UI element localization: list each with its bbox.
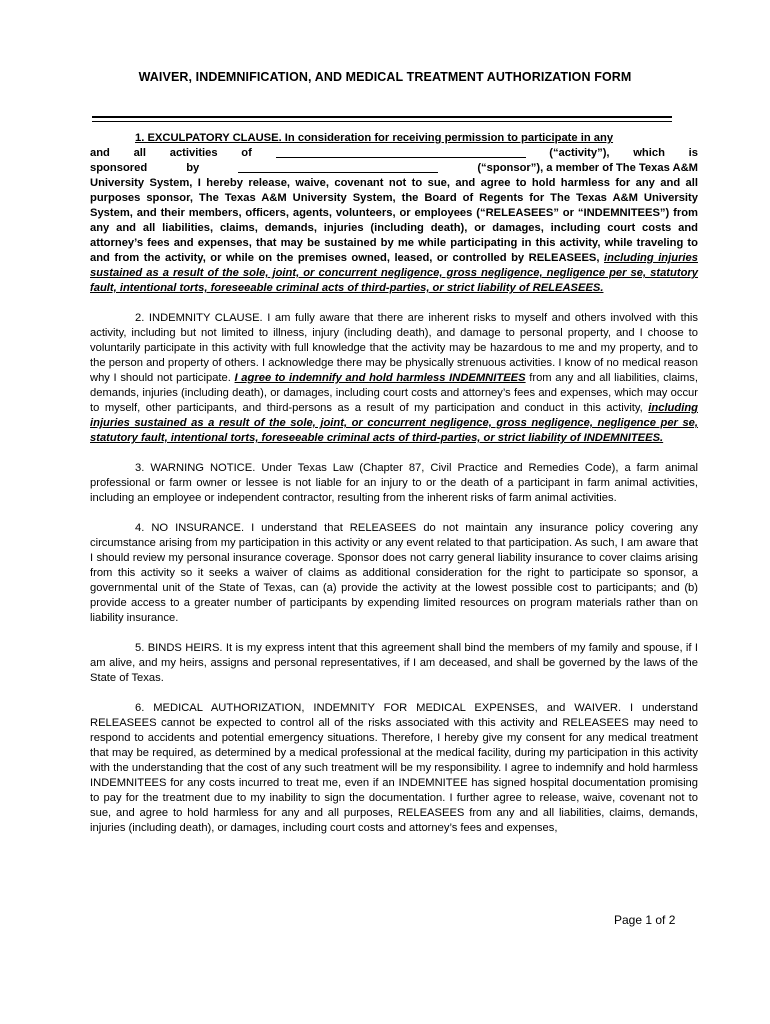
activity-line: and all activities of (“activity”), which is	[90, 147, 698, 159]
section-medical-authorization: 6. MEDICAL AUTHORIZATION, INDEMNITY FOR MEDICAL EXPENSES, and WAIVER. I understand RELEASEES cannot be expected to control all of the risks associated with this activity and RELEASEES may need to respond to accidents and potential emergency situations. Therefore, I hereby give my consent for any medical treatment that may be required, as determined by a medical professional at the medical facility, during my participation in this activity with the understanding that the cost of any such treatment will be my responsibility. I agree to indemnify and hold harmless INDEMNITEES for any costs incurred to treat me, even if an INDEMNITEE has signed hospital documentation promising to pay for the treatment due to my inability to sign the documentation. I further agree to release, waive, covenant not to sue, and agree to hold harmless for any and all purposes, RELEASEES from any and all liabilities, claims, demands, injuries (including death), or damages, including court costs and attorney’s fees and expenses,	[90, 702, 698, 834]
section-no-insurance: 4. NO INSURANCE. I understand that RELEASEES do not maintain any insurance policy covering any circumstance arising from my participation in this activity or any event related to that participation. As such, I am aware that I should review my personal insurance coverage. Sponsor does not carry general liability insurance to cover claims arising from this activity so it seeks a waiver of claims as additional consideration for the right to participate so sponsor, a governmental unit of the State of Texas, can (a) provide the activity at the lowest possible cost to participants; and (b) provide access to a greater number of participants by expending limited resources on program materials rather than on liability insurance.	[90, 522, 698, 624]
exculpatory-emphasis: including injuries sustained as a result of the sole, joint, or concurrent negligence, gross negligence, negligence per se, statutory fault, intentional torts, foreseeable criminal acts of third-parties, or strict liability of RELEASEES.	[90, 252, 698, 294]
sponsor-name-blank[interactable]	[238, 161, 438, 173]
section-indemnity-clause: 2. INDEMNITY CLAUSE. I am fully aware that there are inherent risks to myself and others involved with this activity, including but not limited to illness, injury (including death), and damage to personal property, and I choose to voluntarily participate in this activity with full knowledge that the activity may be hazardous to me and my property, and to the person and property of others. I acknowledge there may be physically strenuous activities. I know of no medical reason why I should not participate. I agree to indemnify and hold harmless INDEMNITEES from any and all liabilities, claims, demands, injuries (including death), or damages, including court costs and attorney’s fees and expenses, which may occur to myself, other participants, and third-persons as a result of my participation and conduct in this activity, including injuries sustained as a result of the sole, joint, or concurrent negligence, gross negligence, negligence per se, statutory fault, intentional torts, foreseeable criminal acts of third-parties, or strict liability of INDEMNITEES.	[90, 312, 699, 444]
form-title: WAIVER, INDEMNIFICATION, AND MEDICAL TREATMENT AUTHORIZATION FORM	[138, 70, 632, 84]
section-warning-notice: 3. WARNING NOTICE. Under Texas Law (Chapter 87, Civil Practice and Remedies Code), a farm animal professional or farm owner or lessee is not liable for an injury to or the death of a participant in farm animal activities, including an employee or independent contractor, resulting from the inherent risks of farm animal activities.	[90, 462, 698, 504]
section-binds-heirs: 5. BINDS HEIRS. It is my express intent that this agreement shall bind the members of my family and spouse, if I am alive, and my heirs, assigns and personal representatives, if I am deceased, and shall be governed by the laws of the State of Texas.	[90, 642, 698, 684]
section-exculpatory-clause: 1. EXCULPATORY CLAUSE. In consideration for receiving permission to participate in any and all activities of (“activity”), which is sponsored by (“sponsor”), a member of The Texas A&M University System, I hereby release, waive, covenant not to sue, and agree to hold harmless for any and all purposes sponsor, The Texas A&M University System, the Board of Regents for The Texas A&M University System, and their members, officers, agents, volunteers, or employees (“RELEASEES” or “INDEMNITEES”) from any and all liabilities, claims, demands, injuries (including death), or damages, including court costs and attorney’s fees and expenses, that may be sustained by me while participating in this activity, while traveling to and from the activity, or while on the premises owned, leased, or controlled by RELEASEES, including injuries sustained as a result of the sole, joint, or concurrent negligence, gross negligence, negligence per se, statutory fault, intentional torts, foreseeable criminal acts of third-parties, or strict liability of RELEASEES.	[90, 132, 698, 294]
sponsor-line: sponsored by (“sponsor”), a member of The Texas A&M	[90, 162, 698, 174]
title-rule-thick	[92, 116, 672, 118]
activity-name-blank[interactable]	[276, 146, 526, 158]
title-rule-thin	[92, 121, 672, 122]
page-number: Page 1 of 2	[614, 913, 676, 927]
form-body	[90, 131, 698, 836]
